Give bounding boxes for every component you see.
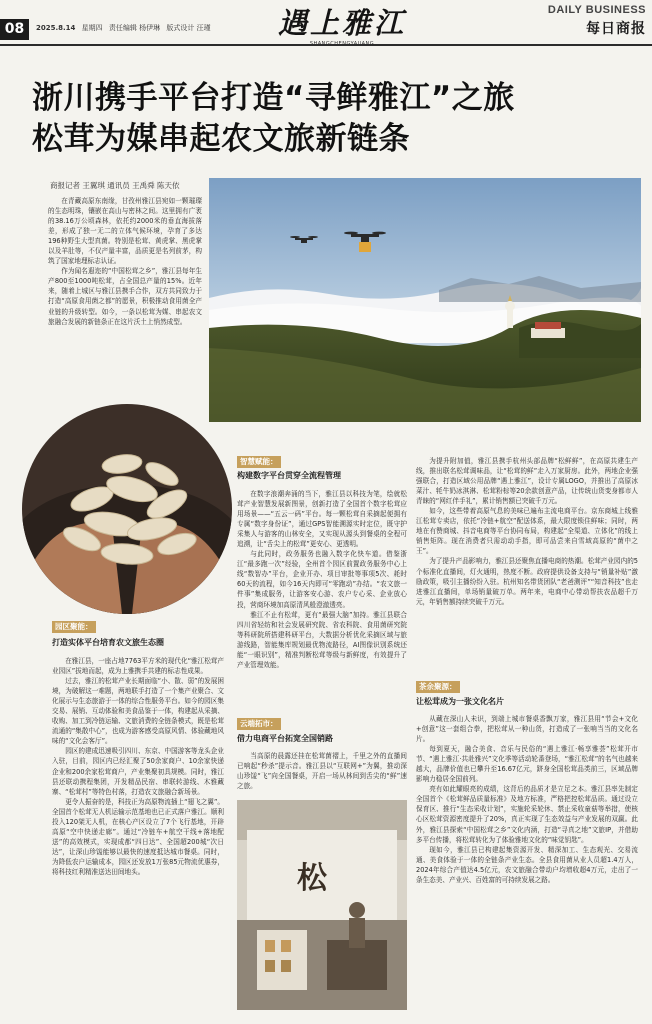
section-3-paragraph-2: 为提升附加值，雅江县携手杭州头部品牌“松鲜鲜”，在高原共建生产线，推出联名松茸调味品，让“松茸的鲜”走入万家厨房。此外，两地企业强强联合，打造区域公用品牌“遇上雅江”，设计专属LOGO，并推出了高原冰菜汁、牦牛奶冰淇淋、松茸粉棕等20余款创意产品，让传统山货变身都市人青睐的“网红伴手礼”，累计销售额已突破千万元。 <box>416 457 638 506</box>
intro-column <box>48 196 202 396</box>
paper-name-en: DAILY BUSINESS <box>547 4 646 16</box>
svg-text:松: 松 <box>297 861 327 896</box>
intro-paragraph-2: 作为闻名遐迩的“中国松茸之乡”，雅江县每年生产800至1000吨松茸，占全国总产量的15%。近年来，随着上城区与雅江县携手合作，双方共同致力于打造“高原食用菌之都”的愿景，积极推动食用菌全产业链的升级转型。如今，一条以松茸为媒、串起农文旅融合发展的新链条正在这片沃土上悄然成型。 <box>48 267 202 326</box>
section-4-paragraph-4: 现如今，雅江县已构建起集资源开发、精深加工、生态观光、交易流通、美食体验于一体的全链条产业生态。全县食用菌从业人员超1.4万人，2024年综合产值达4.5亿元，农文旅融合带动户均增收超4万元，走出了一条生态美、产业兴、百姓富的可持续发展之路。 <box>416 845 638 884</box>
section-2-title: 构建数字平台贯穿全流程管理 <box>237 471 341 480</box>
section-1-title: 打造实体平台培育农文旅生态圈 <box>52 638 164 647</box>
section-1-paragraph-4: 更令人振奋的是，科技正为高原物流插上“翅飞之翼”。全国首个松茸无人机运输示范基地也已正式落户雅江。顺利投入120架无人机，在核心产区设立了7个飞行基地，开辟高原“空中快递走廊”。通过“冷链车+航空干线+落地配送”的高效模式，实现成都“四日达”、全国超200城“次日达”，让深山珍馐能够以最快的速度抵达城市餐桌。同时，为降低农户运输成本，园区还发放1万张85元物流优惠券，将科技红利精准送达田间地头。 <box>52 797 224 876</box>
section-4-paragraph-3: 亮有如此耀眼亮的成绩，这背后的品质才是立足之本。雅江县率先制定全国首个《松茸鲜品质量标准》及地方标准，严格把控松茸品质。通过设立保育区、推行“生态采收计划”，实施轮采轮休、禁止采收童菇等举措，使核心区松茸资源密度提升了20%，真正实现了生态效益与产业发展的双赢。此外，雅江县探索“中国松茸之乡”文化内涵，打造“寻真之地”文旅IP，并借助多平台传播，将松茸转化为了体验雅地文化的“味觉钥匙”。 <box>416 785 638 844</box>
editor-credit: 责任编辑 杨伊琳 <box>108 24 161 32</box>
drone-mountain-photo <box>209 178 641 422</box>
section-1-paragraph-1: 在雅江县，一座占地7763平方米的现代化“雅江松茸产业园区”拔地而起，成为上雅携手共建的标志性成果。 <box>52 657 224 676</box>
section-4-title: 让松茸成为一张文化名片 <box>416 697 504 706</box>
section-1-body <box>52 656 224 1006</box>
section-3-title: 借力电商平台拓宽全国销路 <box>237 734 333 743</box>
dateline <box>36 23 266 33</box>
section-1-paragraph-3: 园区的建成迅速吸引四川、东京、中国游客等龙头企业入驻，目前，园区内已经汇聚了50余家商户、10余家快递企业和200余家松茸商户，产业集聚初具规模。同时，雅江县还联动携程集团，开发精品民宿、串联转游线、木雅藏寨、“松茸村”等特色村落，打造农文旅融合新场景。 <box>52 747 224 796</box>
section-1-tag: 园区聚能： <box>52 621 96 633</box>
section-4-body <box>416 714 638 1010</box>
masthead-rule <box>0 44 652 46</box>
intro-paragraph-1: 在青藏高原东南缘，甘孜州雅江县宛如一颗璀璨的生态明珠，镶嵌在高山与密林之间。这里拥有广袤的38.16万公顷森林，依托约2000米的垂直海拔落差，形成了独一无二的立体气候环境，孕育了多达196种野生大型真菌。特别是松茸、黄虎掌、黑虎掌以及羊肚等，不仅产量丰富，品质更是名列前茅，构筑了国家地理标志认证。 <box>48 197 202 266</box>
designer-credit: 版式设计 汪瑾 <box>166 24 211 32</box>
section-3-body-continued <box>416 456 638 680</box>
headline-line-2: 松茸为媒串起农文旅新链条 <box>32 121 410 157</box>
matsutake-hands-photo <box>22 404 232 614</box>
page-number: 08 <box>0 19 29 40</box>
section-3-tag: 云端拓市： <box>237 718 281 730</box>
section-2-paragraph-1: 在数字浪潮奔涌的当下，雅江县以科技为笔，绘就松茸产业智慧发展新图景，创新打造了全国首个数字松茸应用场景——“五云一码”平台。每一颗松茸自采摘起便拥有专属“数字身份证”，通过GPS智能溯源实时定位，既守护采集人与游客的山林安全，又实现从源头到餐桌的全程可追溯，让“舌尖上的松茸”更安心、更透明。 <box>237 490 407 549</box>
section-1-paragraph-2: 过去，雅江的松茸产业长期面临“小、散、弱”的发展困境，为破解这一难题，两地联手打造了一个集产业聚合、文化展示与生态旅游于一体的综合性服务平台。如今的园区集交易、展销、互动体验和美食品鉴于一体，构建起从采摘、收购、加工到冷链运输、文旅消费的全链条模式，既是松茸流通的“集散中心”，也成为游客感受高原风情、体验藏地风味的“文化会客厅”。 <box>52 677 224 746</box>
logo-text: 遇上雅江 <box>277 6 406 40</box>
section-2-tag: 智慧赋能： <box>237 456 281 468</box>
section-3-paragraph-1: 当高原的晨露还挂在松茸菌褶上，千里之外的直播间已响起“秒杀”提示音。雅江县以“互联网+”为翼，推动深山珍馐“飞”向全国餐桌，开启一场从林间到舌尖的“鲜”速之旅。 <box>237 752 407 791</box>
section-3-paragraph-4: 为了提升产品影响力，雅江县还聚焦直播电商的热潮。松茸产业园内的5个标准化直播间，灯火通明，热度不断。政府提供设备支持与“销量补贴”激励政策，吸引主播纷纷入驻。杭州知名带货团队“老爸测评”“知音科技”也走进雅江直播间，单场销量破万单。两年来，电商中心带动帮扶农品超千万元，年销售额持续突破千万元。 <box>416 557 638 606</box>
section-4-paragraph-1: 从藏在深山人未识，到端上城市餐桌香飘万家，雅江县用“节会+文化+创意”这一套组合拳，把松茸从一种山货，打造成了一张响当当的文化名片。 <box>416 715 638 744</box>
headline <box>32 78 632 160</box>
byline: 商报记者 王翼琪 通讯员 王禹舜 陈天依 <box>50 181 180 190</box>
section-2-paragraph-3: 雅江不止有松茸，更有“最强大脑”加持。雅江县联合四川省轻纺和社会发展研究院、省农科院、食用菌研究院等科研院所搭建科研平台，大数据分析优化采摘区域与旅游线路，智能集库规划最优物流路径，AI图像识别系统还能“一眼识别”，精准判断松茸等级与新鲜度，有效提升了产业管理效能。 <box>237 610 407 669</box>
section-4-tag: 茶余聚源： <box>416 681 460 693</box>
issue-weekday: 星期四 <box>81 24 103 32</box>
paper-name-cn: 每日商报 <box>586 21 646 37</box>
issue-date: 2025.8.14 <box>36 24 76 32</box>
headline-line-1: 浙川携手平台打造“寻鲜雅江”之旅 <box>32 80 515 116</box>
section-2-body <box>237 489 407 715</box>
matsutake-store-photo <box>237 800 407 1010</box>
section-3-paragraph-3: 如今，这些带着高原气息的美味已遍布主流电商平台。京东商城上线雅江松茸专卖店，依托“冷链+航空”配送体系，最大限度锁住鲜味；同时，两地在有赞商城、抖音电商等平台协同布局，构建起“全渠道、立体化”的线上销售矩阵。现在消费者只需动动手指，即可品尝来自雪域高原的“菌中之王”。 <box>416 507 638 556</box>
section-logo <box>268 6 416 47</box>
section-4-paragraph-2: 每到夏天，融合美食、音乐与民俗的“遇上雅江·畅享雅荟”松茸开市节、“遇上雅江·共赴雅兴”文化季等活动轮番登场，“雅江松茸”的名气也越来越大，品牌价值也已攀升至16.67亿元，跻身全国松茸品类前三，区域品牌影响力稳居全国前列。 <box>416 745 638 784</box>
section-2-paragraph-2: 与此同时，政务服务也融入数字化快车道。借鉴浙江“最多跑一次”经验，全州首个园区前置政务服务中心上线“数智办”平台，企业开办、项目审批等事项5次、耗时60天的流程，如今16天内即可“零跑动”办结。“农文旅一件事”集成服务，让游客安心游、农户专心采、企业放心投，营商环境加高原清风般澄澈透亮。 <box>237 550 407 609</box>
section-3-body <box>237 751 407 797</box>
